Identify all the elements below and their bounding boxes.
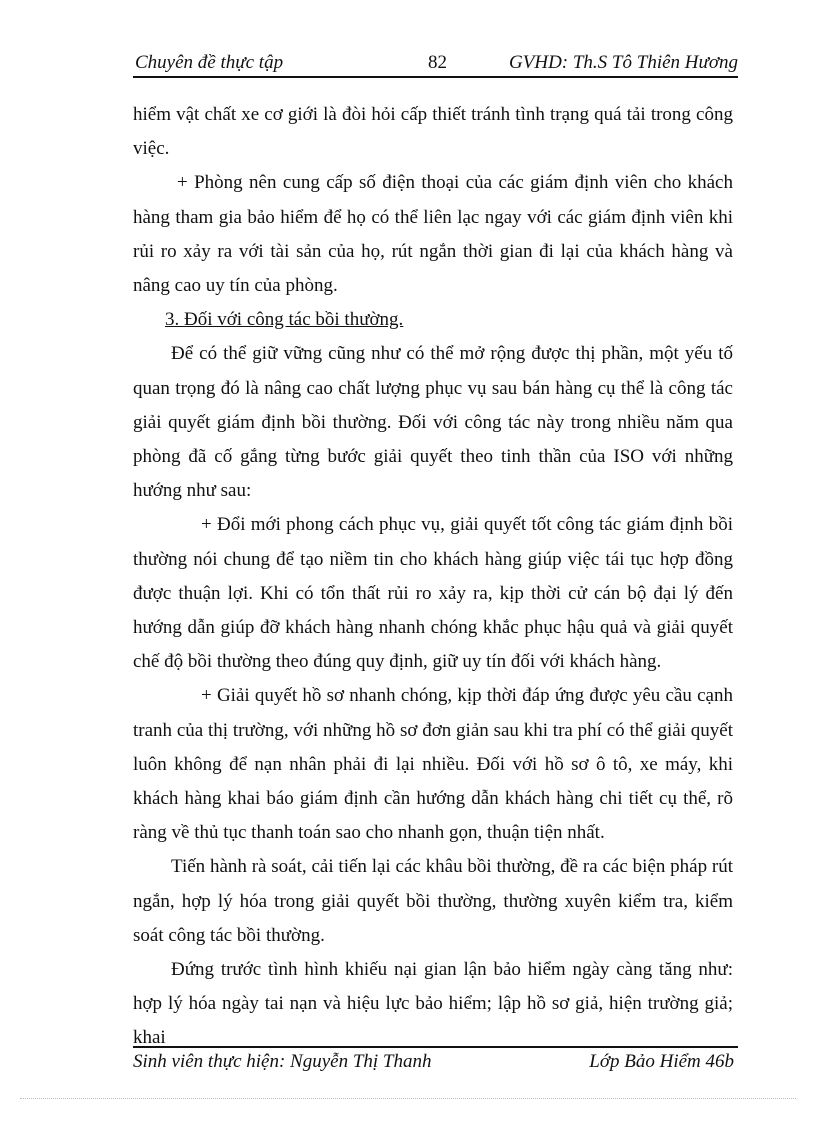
page-number: 82 <box>428 52 447 73</box>
section-heading <box>133 303 733 337</box>
section-heading-text: 3. Đối với công tác bồi thường. <box>165 309 404 331</box>
paragraph-5: + Giải quyết hồ sơ nhanh chóng, kịp thời đáp ứng được yêu cầu cạnh tranh của thị trường, với những hồ sơ đơn giản sau khi tra phí có thể giải quyết luôn không để nạn nhân phải đi lại nhiều. Đối với hồ sơ ô tô, xe máy, khi khách hàng khai báo giám định cần hướng dẫn khách hàng chi tiết cụ thể, rõ ràng về thủ tục thanh toán sao cho nhanh gọn, thuận tiện nhất. <box>133 685 733 844</box>
page-break-divider <box>20 1098 796 1099</box>
paragraph-6: Tiến hành rà soát, cải tiến lại các khâu bồi thường, đề ra các biện pháp rút ngắn, hợp lý hóa trong giải quyết bồi thường, thường xuyên kiểm tra, kiểm soát công tác bồi thường. <box>133 856 733 946</box>
paragraph-2: + Phòng nên cung cấp số điện thoại của các giám định viên cho khách hàng tham gia bảo hiểm để họ có thể liên lạc ngay với các giám định viên khi rủi ro xảy ra với tài sản của họ, rút ngắn thời gian đi lại của khách hàng và nâng cao uy tín của phòng. <box>133 172 733 297</box>
paragraph-7: Đứng trước tình hình khiếu nại gian lận bảo hiểm ngày càng tăng như: hợp lý hóa ngày tai nạn và hiệu lực bảo hiểm; lập hồ sơ giả, hiện trường giả; khai <box>133 959 733 1049</box>
page-header <box>133 50 738 78</box>
paragraph-4: + Đổi mới phong cách phục vụ, giải quyết tốt công tác giám định bồi thường nói chung để tạo niềm tin cho khách hàng giúp việc tái tục hợp đồng được thuận lợi. Khi có tổn thất rủi ro xảy ra, kịp thời cử cán bộ đại lý đến hướng dẫn giúp đỡ khách hàng nhanh chóng khắc phục hậu quả và giải quyết chế độ bồi thường theo đúng quy định, giữ uy tín đối với khách hàng. <box>133 514 733 673</box>
page-body <box>133 98 733 1056</box>
page-footer <box>133 1046 738 1076</box>
paragraph-3: Để có thể giữ vững cũng như có thể mở rộng được thị phần, một yếu tố quan trọng đó là nâng cao chất lượng phục vụ sau bán hàng cụ thể là công tác giải quyết giám định bồi thường. Đối với công tác này trong nhiều năm qua phòng đã cố gắng từng bước giải quyết theo tinh thần của ISO với những hướng như sau: <box>133 343 733 502</box>
header-supervisor: GVHD: Th.S Tô Thiên Hương <box>509 52 738 73</box>
paragraph-1: hiểm vật chất xe cơ giới là đòi hỏi cấp thiết tránh tình trạng quá tải trong công việc. <box>133 104 733 160</box>
footer-class: Lớp Bảo Hiểm 46b <box>589 1051 734 1072</box>
footer-student: Sinh viên thực hiện: Nguyễn Thị Thanh <box>133 1051 432 1072</box>
header-title: Chuyên đề thực tập <box>135 52 284 73</box>
